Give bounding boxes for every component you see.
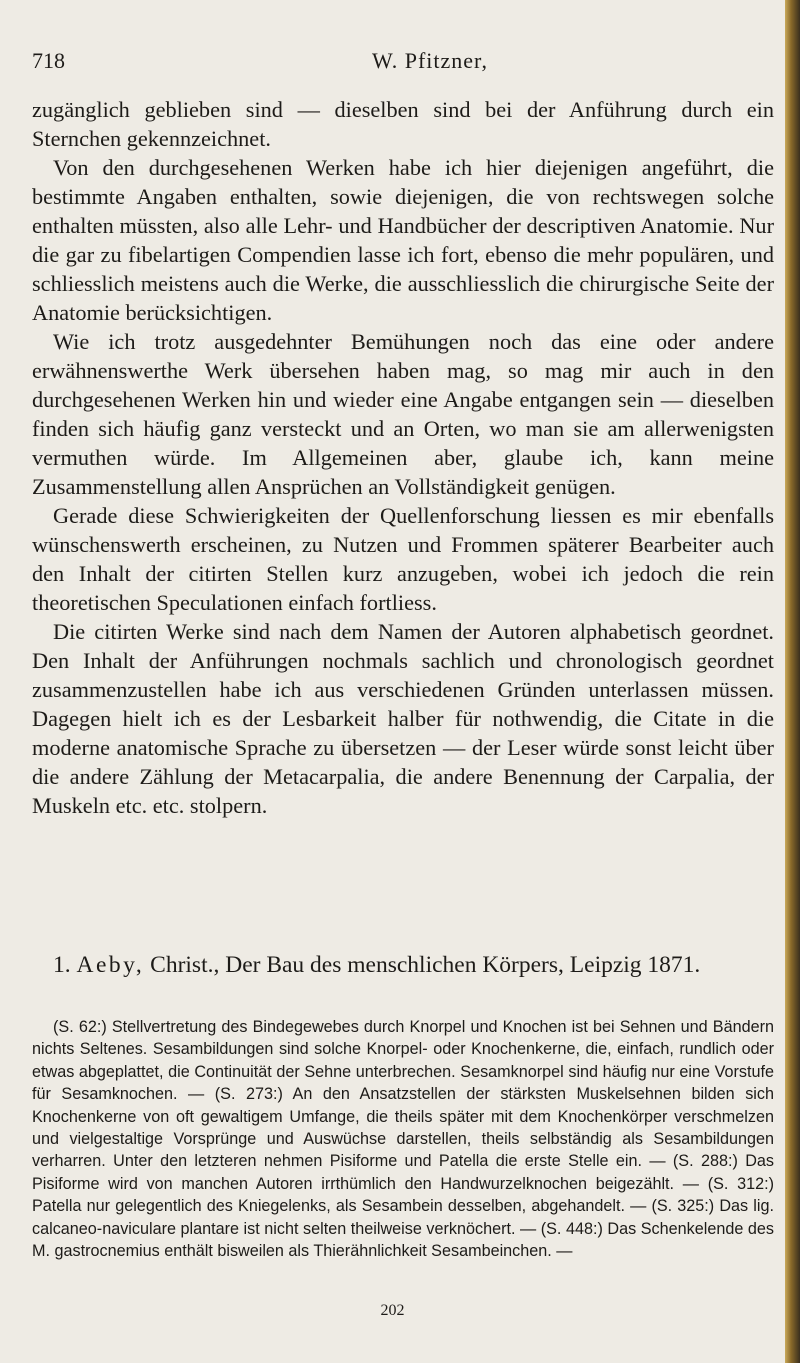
bibliography-entry: [32, 950, 774, 980]
signature-mark: 202: [380, 1302, 405, 1319]
entry-author: Aeby,: [76, 952, 145, 978]
page-number: 718: [32, 48, 65, 73]
body-text: [32, 95, 774, 820]
paragraph-5: Die citirten Werke sind nach dem Namen der Autoren alphabetisch geordnet. Den Inhalt der Anführungen nochmals sachlich und chronologisch geordnet zusammenzustellen habe ich aus verschiedenen Gründen unterlassen müssen. Dagegen hielt ich es der Lesbarkeit halber für nothwendig, die Citate in die moderne anatomische Sprache zu übersetzen — der Leser würde sonst leicht über die andere Zählung der Metacarpalia, die andere Benennung der Carpalia, der Muskeln etc. etc. stolpern.: [32, 619, 774, 818]
paragraph-1: zugänglich geblieben sind — dieselben sind bei der Anführung durch ein Sternchen gekennzeichnet.: [32, 97, 774, 151]
paragraph-3: Wie ich trotz ausgedehnter Bemühungen noch das eine oder andere erwähnenswerthe Werk übersehen haben mag, so mag mir auch in den durchgesehenen Werken hin und wieder eine Angabe entgangen sein — dieselben finden sich häufig ganz versteckt und an Orten, wo man sie am allerwenigsten vermuthen würde. Im Allgemeinen aber, glaube ich, kann meine Zusammenstellung allen Ansprüchen an Vollständigkeit genügen.: [32, 329, 774, 499]
paragraph-4: Gerade diese Schwierigkeiten der Quellenforschung liessen es mir ebenfalls wünschenswerth erscheinen, zu Nutzen und Frommen späterer Bearbeiter auch den Inhalt der citirten Stellen kurz anzugeben, wobei ich jedoch die rein theoretischen Speculationen einfach fortliess.: [32, 503, 774, 615]
running-head: W. Pfitzner,: [372, 48, 489, 73]
entry-notes: [32, 1016, 774, 1262]
page-header: [32, 48, 772, 78]
entry-note-text: (S. 62:) Stellvertretung des Bindegewebes durch Knorpel und Knochen ist bei Sehnen und Bändern nichts Seltenes. Sesambildungen sind solche Knorpel- oder Knochenkerne, die, einfach, rundlich oder etwas abgeplattet, die Continuität der Sehne unterbrechen. Sesamknorpel sind häufig nur eine Vorstufe für Sesamknochen. — (S. 273:) An den Ansatzstellen der stärksten Muskelsehnen bilden sich Knochenkerne von oft gewaltigem Umfange, die theils später mit dem Knochenkörper verschmelzen und vielgestaltige Vorsprünge und Auswüchse darstellen, theils selbständig als Sesambildungen verharren. Unter den letzteren nehmen Pisiforme und Patella die erste Stelle ein. — (S. 288:) Das Pisiforme wird von manchen Autoren irrthümlich den Handwurzelknochen beigezählt. — (S. 312:) Patella nur gelegentlich des Kniegelenks, als Sesambein desselben, abgehandelt. — (S. 325:) Das lig. calcaneo-naviculare plantare ist nicht selten theilweise verknöchert. — (S. 448:) Das Schenkelende des M. gastrocnemius enthält bisweilen als Thierähnlichkeit Sesambeinchen. —: [32, 1018, 774, 1261]
book-spine-edge: [785, 0, 800, 1363]
entry-number: 1.: [53, 952, 71, 978]
entry-title: Christ., Der Bau des menschlichen Körpers, Leipzig 1871.: [150, 952, 701, 978]
paragraph-2: Von den durchgesehenen Werken habe ich hier diejenigen angeführt, die bestimmte Angaben enthalten, sowie diejenigen, die von rechtswegen solche enthalten müssten, also alle Lehr- und Handbücher der descriptiven Anatomie. Nur die gar zu fibelartigen Compendien lasse ich fort, ebenso die mehr populären, und schliesslich meistens auch die Werke, die ausschliesslich die chirurgische Seite der Anatomie berücksichtigen.: [32, 155, 774, 325]
